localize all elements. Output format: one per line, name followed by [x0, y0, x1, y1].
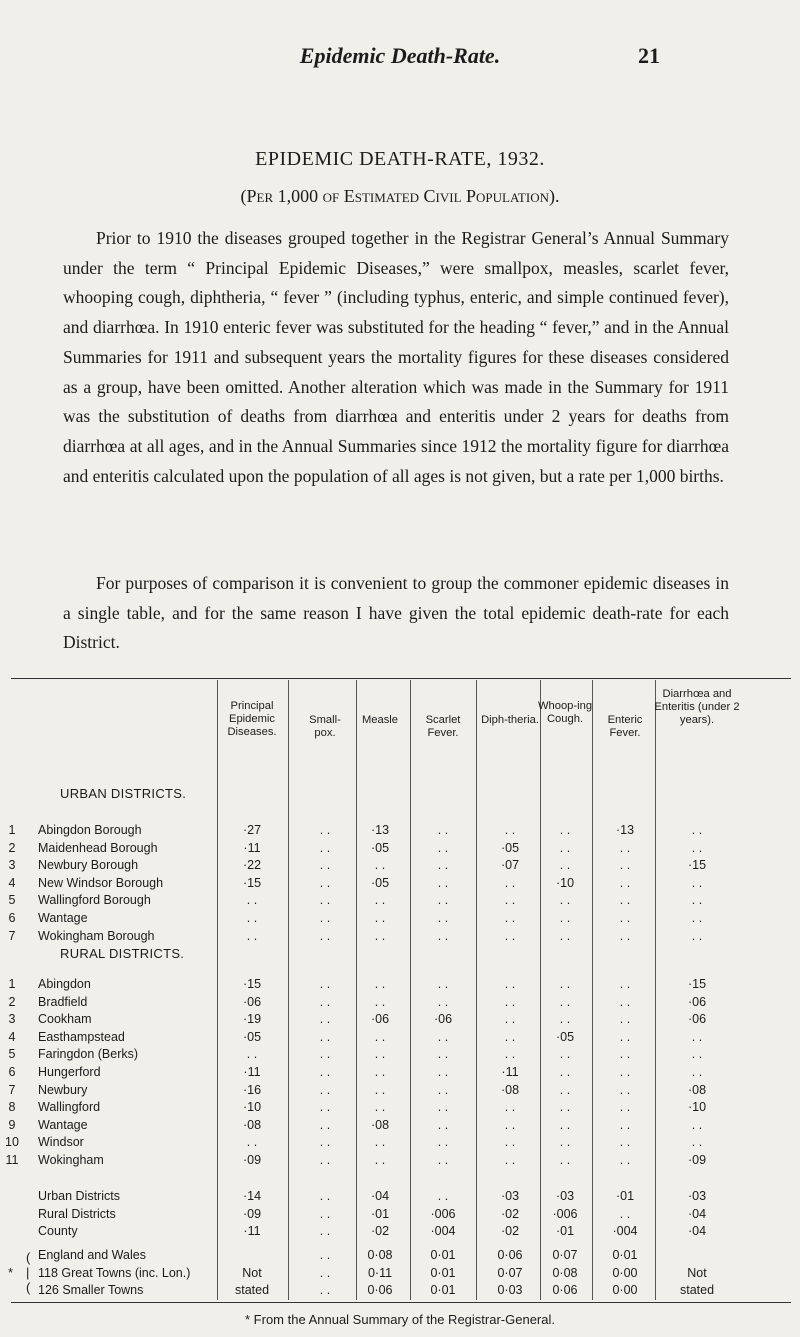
- column-header: Principal Epidemic Diseases.: [227, 700, 277, 738]
- rate-cell: ·01: [370, 1206, 390, 1221]
- rate-cell: . .: [319, 1047, 331, 1062]
- rate-cell: ·15: [242, 977, 262, 991]
- rate-cell: ·01: [555, 1224, 575, 1239]
- rate-cell: ·14: [242, 1189, 262, 1203]
- rate-cell: 0·07: [497, 1265, 523, 1280]
- district-name: Wallingford Borough: [38, 893, 151, 908]
- rate-cell: . .: [319, 1117, 331, 1132]
- district-name: Abingdon Borough: [38, 823, 142, 837]
- rate-cell: ·03: [500, 1189, 520, 1203]
- rate-cell: . .: [559, 928, 571, 943]
- row-number: 2: [8, 840, 16, 855]
- table-row: [0, 1030, 800, 1047]
- rate-cell: . .: [619, 1047, 631, 1062]
- row-number: 5: [8, 1047, 16, 1062]
- rate-cell: ·006: [430, 1206, 456, 1221]
- rate-cell: . .: [437, 928, 449, 943]
- row-number: 6: [8, 1065, 16, 1079]
- rate-cell: . .: [691, 840, 703, 855]
- rate-cell: . .: [504, 1100, 516, 1115]
- rate-cell: . .: [319, 840, 331, 855]
- table-row: [0, 1100, 800, 1117]
- running-title: Epidemic Death-Rate.: [299, 43, 501, 68]
- table-row: [0, 1118, 800, 1135]
- rate-cell: . .: [437, 1082, 449, 1097]
- rate-cell: 0·11: [367, 1265, 393, 1280]
- rate-cell: . .: [619, 1082, 631, 1097]
- rate-cell: ·06: [242, 994, 262, 1009]
- rate-cell: ·15: [687, 858, 707, 873]
- rate-cell: . .: [619, 1135, 631, 1150]
- rate-cell: . .: [619, 1012, 631, 1027]
- rate-cell: . .: [319, 928, 331, 943]
- rate-cell: . .: [619, 928, 631, 943]
- rate-cell: . .: [374, 1135, 386, 1150]
- district-name: 118 Great Towns (inc. Lon.): [38, 1265, 191, 1280]
- rate-cell: . .: [437, 911, 449, 925]
- rate-cell: ·06: [687, 1012, 707, 1027]
- rate-cell: 0·08: [367, 1248, 393, 1262]
- rate-cell: . .: [504, 1029, 516, 1044]
- rate-cell: 0·07: [552, 1248, 578, 1262]
- rate-cell: . .: [619, 1100, 631, 1115]
- table-row: [0, 1266, 800, 1283]
- rate-cell: . .: [559, 1117, 571, 1132]
- rate-cell: . .: [374, 1100, 386, 1115]
- column-header: Whoop-ing Cough.: [537, 700, 593, 725]
- rate-cell: ·16: [242, 1082, 262, 1097]
- rate-cell: ·07: [500, 858, 520, 873]
- rate-cell: . .: [437, 1117, 449, 1132]
- rate-cell: 0·01: [430, 1283, 456, 1298]
- table-row: [0, 1135, 800, 1152]
- district-name: Rural Districts: [38, 1206, 116, 1221]
- paragraph-text: For purposes of comparison it is convenient to group the commoner epidemic diseases in a single table, and for the same reason I have given the total epidemic death-rate for each District.: [63, 573, 729, 653]
- rate-cell: . .: [559, 840, 571, 855]
- rate-cell: . .: [319, 1100, 331, 1115]
- rate-cell: . .: [619, 911, 631, 925]
- rate-cell: . .: [691, 1029, 703, 1044]
- district-name: Wantage: [38, 911, 88, 925]
- rate-cell: . .: [437, 1189, 449, 1203]
- rate-cell: . .: [559, 893, 571, 908]
- rate-cell: . .: [437, 1047, 449, 1062]
- rate-cell: ·11: [243, 1065, 261, 1079]
- table-row: [0, 1047, 800, 1064]
- district-name: Bradfield: [38, 994, 88, 1009]
- table-row: [0, 876, 800, 893]
- rate-cell: . .: [559, 1082, 571, 1097]
- rate-cell: . .: [319, 1135, 331, 1150]
- rate-cell: ·004: [612, 1224, 638, 1239]
- rate-cell: . .: [319, 858, 331, 873]
- district-name: Faringdon (Berks): [38, 1047, 139, 1062]
- rate-cell: . .: [504, 1047, 516, 1062]
- district-name: England and Wales: [38, 1248, 146, 1262]
- row-number: 8: [8, 1100, 16, 1115]
- rate-cell: . .: [691, 823, 703, 837]
- table-row: [0, 911, 800, 928]
- row-number: 3: [8, 858, 16, 873]
- rate-cell: . .: [559, 1065, 571, 1079]
- rate-cell: . .: [691, 1117, 703, 1132]
- column-header: Diph-theria.: [481, 714, 539, 726]
- rate-cell: ·08: [687, 1082, 707, 1097]
- row-number: 4: [8, 1029, 16, 1044]
- district-name: Windsor: [38, 1135, 84, 1150]
- rate-cell: ·10: [687, 1100, 707, 1115]
- rate-cell: Not: [242, 1265, 262, 1280]
- table-row: [0, 823, 800, 840]
- district-name: Easthampstead: [38, 1029, 125, 1044]
- rate-cell: . .: [619, 1065, 631, 1079]
- rate-cell: . .: [319, 1153, 331, 1167]
- rate-cell: . .: [504, 1153, 516, 1167]
- table-row: [0, 893, 800, 910]
- table-row: [0, 995, 800, 1012]
- rate-cell: . .: [319, 1206, 331, 1221]
- rate-cell: . .: [319, 1224, 331, 1239]
- page-title: EPIDEMIC DEATH-RATE, 1932.: [255, 148, 545, 170]
- rate-cell: . .: [374, 1029, 386, 1044]
- rate-cell: ·13: [370, 823, 390, 837]
- rate-cell: . .: [619, 1206, 631, 1221]
- rate-cell: . .: [504, 1117, 516, 1132]
- rate-cell: . .: [319, 1065, 331, 1079]
- rate-cell: . .: [437, 875, 449, 890]
- district-name: Wokingham: [38, 1153, 104, 1167]
- rate-cell: . .: [437, 1100, 449, 1115]
- rate-cell: ·15: [242, 875, 262, 890]
- district-name: Newbury Borough: [38, 858, 139, 873]
- rate-cell: . .: [559, 994, 571, 1009]
- rate-cell: ·05: [555, 1029, 575, 1044]
- rate-cell: ·15: [687, 977, 707, 991]
- table-row: [0, 1189, 800, 1206]
- table-row: [0, 1248, 800, 1265]
- comparison-paragraph: [63, 569, 729, 658]
- district-name: County: [38, 1224, 78, 1239]
- rate-cell: . .: [559, 1135, 571, 1150]
- rate-cell: . .: [374, 1082, 386, 1097]
- rate-cell: . .: [619, 1029, 631, 1044]
- table-row: [0, 858, 800, 875]
- rate-cell: 0·01: [430, 1248, 456, 1262]
- rate-cell: . .: [559, 911, 571, 925]
- rate-cell: ·11: [243, 1224, 261, 1239]
- rate-cell: . .: [559, 1100, 571, 1115]
- rate-cell: . .: [691, 875, 703, 890]
- rate-cell: . .: [246, 893, 258, 908]
- table-row: [0, 841, 800, 858]
- rate-cell: . .: [504, 977, 516, 991]
- rate-cell: 0·06: [367, 1283, 393, 1298]
- rate-cell: . .: [619, 1117, 631, 1132]
- rate-cell: . .: [246, 928, 258, 943]
- rate-cell: . .: [319, 1283, 331, 1298]
- rate-cell: . .: [619, 840, 631, 855]
- rate-cell: ·004: [430, 1224, 456, 1239]
- row-number: 9: [8, 1117, 16, 1132]
- table-row: [0, 1224, 800, 1241]
- row-number: 3: [8, 1012, 16, 1027]
- district-name: 126 Smaller Towns: [38, 1283, 144, 1298]
- rate-cell: ·09: [242, 1206, 262, 1221]
- district-name: Wokingham Borough: [38, 928, 155, 943]
- brace-glyph: ( | (: [26, 1250, 31, 1295]
- rate-cell: ·19: [242, 1012, 262, 1027]
- rural-heading: RURAL DISTRICTS.: [60, 946, 185, 961]
- row-number: 7: [8, 1082, 16, 1097]
- intro-paragraph: [63, 224, 729, 491]
- row-number: 1: [8, 823, 16, 837]
- rate-cell: . .: [691, 911, 703, 925]
- table-row: [0, 1065, 800, 1082]
- rate-cell: 0·00: [612, 1265, 638, 1280]
- district-name: Wantage: [38, 1117, 88, 1132]
- rate-cell: . .: [246, 1047, 258, 1062]
- column-header: Enteric Fever.: [607, 714, 643, 739]
- rate-cell: . .: [619, 893, 631, 908]
- rate-cell: ·02: [500, 1224, 520, 1239]
- rate-cell: . .: [374, 1047, 386, 1062]
- rate-cell: . .: [691, 1065, 703, 1079]
- district-name: New Windsor Borough: [38, 875, 164, 890]
- rate-cell: ·08: [500, 1082, 520, 1097]
- rate-cell: . .: [619, 977, 631, 991]
- page-number: 21: [638, 43, 660, 68]
- table-row: [0, 1207, 800, 1224]
- rate-cell: . .: [559, 1012, 571, 1027]
- rate-cell: . .: [374, 911, 386, 925]
- rate-cell: ·04: [687, 1224, 707, 1239]
- rate-cell: . .: [374, 977, 386, 991]
- table-row: [0, 1153, 800, 1170]
- rate-cell: . .: [504, 994, 516, 1009]
- rate-cell: . .: [559, 858, 571, 873]
- rate-cell: ·01: [615, 1189, 635, 1203]
- rate-cell: ·13: [615, 823, 635, 837]
- rate-cell: 0·06: [552, 1283, 578, 1298]
- rate-cell: stated: [679, 1283, 715, 1298]
- rate-cell: . .: [559, 977, 571, 991]
- rate-cell: . .: [319, 893, 331, 908]
- district-name: Wallingford: [38, 1100, 101, 1115]
- rate-cell: . .: [319, 911, 331, 925]
- rate-cell: . .: [691, 1135, 703, 1150]
- rate-cell: . .: [319, 977, 331, 991]
- rate-cell: . .: [691, 928, 703, 943]
- district-name: Hungerford: [38, 1065, 101, 1079]
- rate-cell: . .: [319, 1012, 331, 1027]
- rate-cell: . .: [246, 911, 258, 925]
- rate-cell: . .: [319, 875, 331, 890]
- row-number: 1: [8, 977, 16, 991]
- row-number: 6: [8, 911, 16, 925]
- table-row: [0, 1283, 800, 1300]
- rate-cell: ·10: [555, 875, 575, 890]
- rate-cell: ·006: [552, 1206, 578, 1221]
- rate-cell: . .: [437, 1153, 449, 1167]
- rate-cell: . .: [619, 875, 631, 890]
- row-number: 11: [5, 1153, 19, 1167]
- urban-heading: URBAN DISTRICTS.: [60, 786, 187, 801]
- rate-cell: . .: [619, 1153, 631, 1167]
- rate-cell: . .: [504, 911, 516, 925]
- rate-cell: . .: [246, 1135, 258, 1150]
- rate-cell: ·08: [242, 1117, 262, 1132]
- rate-cell: . .: [374, 928, 386, 943]
- rate-cell: . .: [619, 994, 631, 1009]
- rate-cell: ·08: [370, 1117, 390, 1132]
- rate-cell: . .: [504, 893, 516, 908]
- rate-cell: ·03: [687, 1189, 707, 1203]
- subtitle-text: (Per 1,000 of Estimated Civil Population).: [240, 186, 560, 206]
- rate-cell: ·09: [242, 1153, 262, 1167]
- rate-cell: . .: [319, 1248, 331, 1262]
- rate-cell: ·10: [242, 1100, 262, 1115]
- rate-cell: . .: [504, 928, 516, 943]
- rate-cell: ·02: [500, 1206, 520, 1221]
- row-number: 10: [5, 1135, 19, 1150]
- rate-cell: . .: [619, 858, 631, 873]
- table-row: [0, 929, 800, 946]
- column-header: Diarrhœa and Enteritis (under 2 years).: [654, 688, 740, 726]
- table-row: [0, 977, 800, 994]
- rate-cell: 0·03: [497, 1283, 523, 1298]
- column-header: Scarlet Fever.: [425, 714, 461, 739]
- row-number: 4: [8, 875, 16, 890]
- rate-cell: stated: [234, 1283, 270, 1298]
- rate-cell: . .: [691, 1047, 703, 1062]
- rate-cell: 0·08: [552, 1265, 578, 1280]
- rate-cell: . .: [374, 1065, 386, 1079]
- rate-cell: ·05: [370, 875, 390, 890]
- rate-cell: . .: [691, 893, 703, 908]
- rate-cell: 0·01: [430, 1265, 456, 1280]
- rate-cell: ·04: [687, 1206, 707, 1221]
- district-name: Newbury: [38, 1082, 88, 1097]
- rate-cell: ·22: [242, 858, 262, 873]
- rate-cell: . .: [437, 893, 449, 908]
- rate-cell: 0·01: [612, 1248, 638, 1262]
- district-name: Maidenhead Borough: [38, 840, 158, 855]
- rate-cell: . .: [374, 994, 386, 1009]
- rate-cell: . .: [374, 893, 386, 908]
- table-row: [0, 1083, 800, 1100]
- column-header: Small-pox.: [309, 714, 341, 739]
- rate-cell: . .: [504, 1012, 516, 1027]
- rate-cell: . .: [504, 823, 516, 837]
- rate-cell: 0·00: [612, 1283, 638, 1298]
- district-name: Abingdon: [38, 977, 91, 991]
- table-top-rule: [11, 678, 791, 679]
- rate-cell: ·02: [370, 1224, 390, 1239]
- rate-cell: . .: [319, 1265, 331, 1280]
- rate-cell: ·27: [242, 823, 262, 837]
- rate-cell: . .: [437, 977, 449, 991]
- rate-cell: . .: [437, 1065, 449, 1079]
- rate-cell: ·05: [500, 840, 520, 855]
- rate-cell: . .: [437, 1029, 449, 1044]
- rate-cell: . .: [437, 858, 449, 873]
- rate-cell: . .: [319, 823, 331, 837]
- rate-cell: . .: [437, 994, 449, 1009]
- rate-cell: ·04: [370, 1189, 390, 1203]
- running-header: [0, 43, 800, 83]
- epidemic-death-rate-table: [0, 678, 800, 1304]
- rate-cell: . .: [319, 1029, 331, 1044]
- rate-cell: . .: [437, 1135, 449, 1150]
- rate-cell: . .: [437, 840, 449, 855]
- rate-cell: . .: [559, 1047, 571, 1062]
- rate-cell: . .: [504, 875, 516, 890]
- column-header: Measle: [361, 714, 399, 726]
- rate-cell: . .: [319, 994, 331, 1009]
- district-name: Urban Districts: [38, 1189, 120, 1203]
- table-row: [0, 1012, 800, 1029]
- rate-cell: . .: [319, 1189, 331, 1203]
- table-bottom-rule: [11, 1302, 791, 1303]
- rate-cell: . .: [437, 823, 449, 837]
- star-mark: *: [8, 1265, 14, 1280]
- rate-cell: ·05: [370, 840, 390, 855]
- rate-cell: . .: [559, 823, 571, 837]
- rate-cell: . .: [319, 1082, 331, 1097]
- page-subtitle: [0, 186, 800, 207]
- rate-cell: . .: [559, 1153, 571, 1167]
- rate-cell: ·11: [243, 840, 261, 855]
- rate-cell: Not: [687, 1265, 707, 1280]
- footnote: * From the Annual Summary of the Registrar-General.: [245, 1312, 555, 1327]
- row-number: 5: [8, 893, 16, 908]
- rate-cell: ·09: [687, 1153, 707, 1167]
- rate-cell: ·06: [687, 994, 707, 1009]
- rate-cell: ·11: [501, 1065, 519, 1079]
- rate-cell: ·03: [555, 1189, 575, 1203]
- row-number: 2: [8, 994, 16, 1009]
- rate-cell: . .: [374, 858, 386, 873]
- rate-cell: ·06: [370, 1012, 390, 1027]
- rate-cell: 0·06: [497, 1248, 523, 1262]
- paragraph-text: Prior to 1910 the diseases grouped together in the Registrar General’s Annual Summary under the term “ Principal Epidemic Diseases,” were smallpox, measles, scarlet fever, whooping cough, diphtheria, “ fever ” (including typhus, enteric, and simple continued fever), and diarrhœa. In 1910 enteric fever was substituted for the heading “ fever,” and in the Annual Summaries for 1911 and subsequent years the mortality figures for these diseases considered as a group, have been omitted. Another alteration which was made in the Summary for 1911 was the substitution of deaths from diarrhœa and enteritis under 2 years for deaths from diarrhœa at all ages, and in the Annual Summaries since 1912 the mortality figure for diarrhœa and enteritis calculated upon the population of all ages is not given, but a rate per 1,000 births.: [63, 228, 729, 486]
- row-number: 7: [8, 928, 16, 943]
- rate-cell: . .: [374, 1153, 386, 1167]
- rate-cell: . .: [504, 1135, 516, 1150]
- rate-cell: ·05: [242, 1029, 262, 1044]
- rate-cell: ·06: [433, 1012, 453, 1027]
- district-name: Cookham: [38, 1012, 92, 1027]
